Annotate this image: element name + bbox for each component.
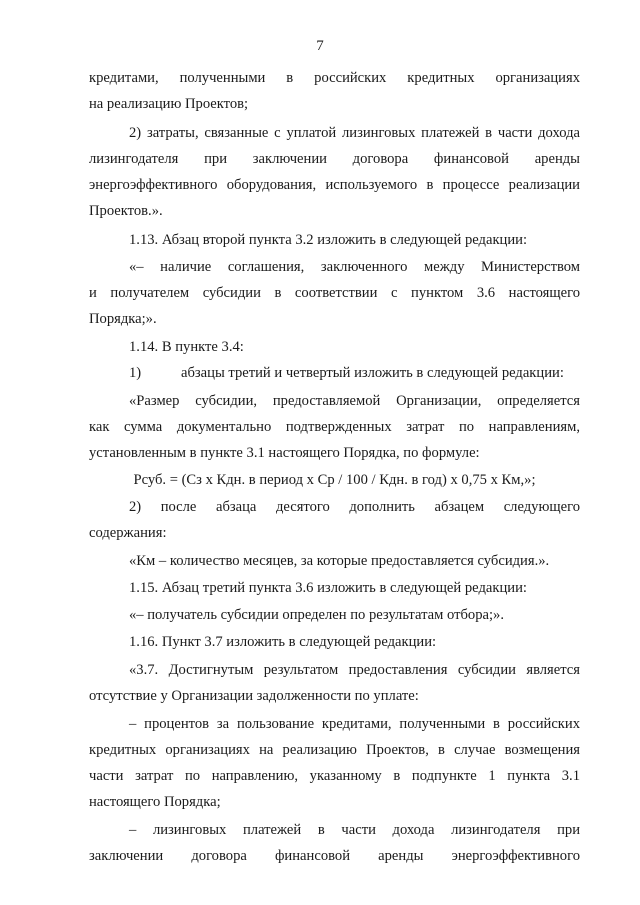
page-number: 7 — [316, 38, 324, 54]
text-line: 2) после абзаца десятого дополнить абзацем следующего — [129, 499, 580, 515]
text-line: 1.14. В пункте 3.4: — [129, 339, 244, 355]
text-line: «– наличие соглашения, заключенного между Министерством — [129, 259, 580, 275]
text-line: кредитных организациях на реализацию Проектов, в случае возмещения — [89, 742, 580, 758]
text-line: 1.16. Пункт 3.7 изложить в следующей редакции: — [129, 634, 437, 650]
text-line: Проектов.». — [89, 203, 163, 219]
text-line: – лизинговых платежей в части дохода лизингодателя при — [129, 822, 580, 838]
text-line: настоящего Порядка; — [89, 794, 221, 810]
text-line: лизингодателя при заключении договора финансовой аренды — [89, 151, 580, 167]
text-line: 2) затраты, связанные с уплатой лизинговых платежей в части дохода — [129, 125, 580, 141]
text-line: отсутствие у Организации задолженности по уплате: — [89, 688, 419, 704]
text-line: 1.13. Абзац второй пункта 3.2 изложить в следующей редакции: — [129, 232, 528, 248]
list-number: 1) — [129, 365, 142, 381]
text-line: части затрат по направлению, указанному в подпункте 1 пункта 3.1 — [89, 768, 580, 784]
text-line: «Размер субсидии, предоставляемой Организации, определяется — [129, 393, 580, 409]
text-line: и получателем субсидии в соответствии с пунктом 3.6 настоящего — [89, 285, 580, 301]
text-line: 1.15. Абзац третий пункта 3.6 изложить в следующей редакции: — [129, 580, 527, 596]
text-line: на реализацию Проектов; — [89, 96, 249, 112]
text-line: энергоэффективного оборудования, используемого в процессе реализации — [89, 177, 580, 193]
formula-line: Рсуб. = (Сз х Кдн. в период х Ср / 100 / Кдн. в год) х 0,75 х Км,»; — [133, 472, 536, 488]
text-line: содержания: — [89, 525, 167, 541]
list-text: абзацы третий и четвертый изложить в следующей редакции: — [181, 365, 564, 381]
text-line: кредитами, полученными в российских кредитных организациях — [89, 70, 580, 86]
text-line: – процентов за пользование кредитами, полученными в российских — [129, 716, 580, 732]
text-line — [129, 364, 580, 382]
text-line: «– получатель субсидии определен по результатам отбора;». — [129, 607, 504, 623]
text-line: Порядка;». — [89, 311, 157, 327]
text-line: как сумма документально подтвержденных затрат по направлениям, — [89, 419, 580, 435]
text-line: установленным в пункте 3.1 настоящего Порядка, по формуле: — [89, 445, 480, 461]
text-line: «Км – количество месяцев, за которые предоставляется субсидия.». — [129, 553, 550, 569]
text-line: заключении договора финансовой аренды энергоэффективного — [89, 848, 580, 864]
text-line: «3.7. Достигнутым результатом предоставления субсидии является — [129, 662, 580, 678]
